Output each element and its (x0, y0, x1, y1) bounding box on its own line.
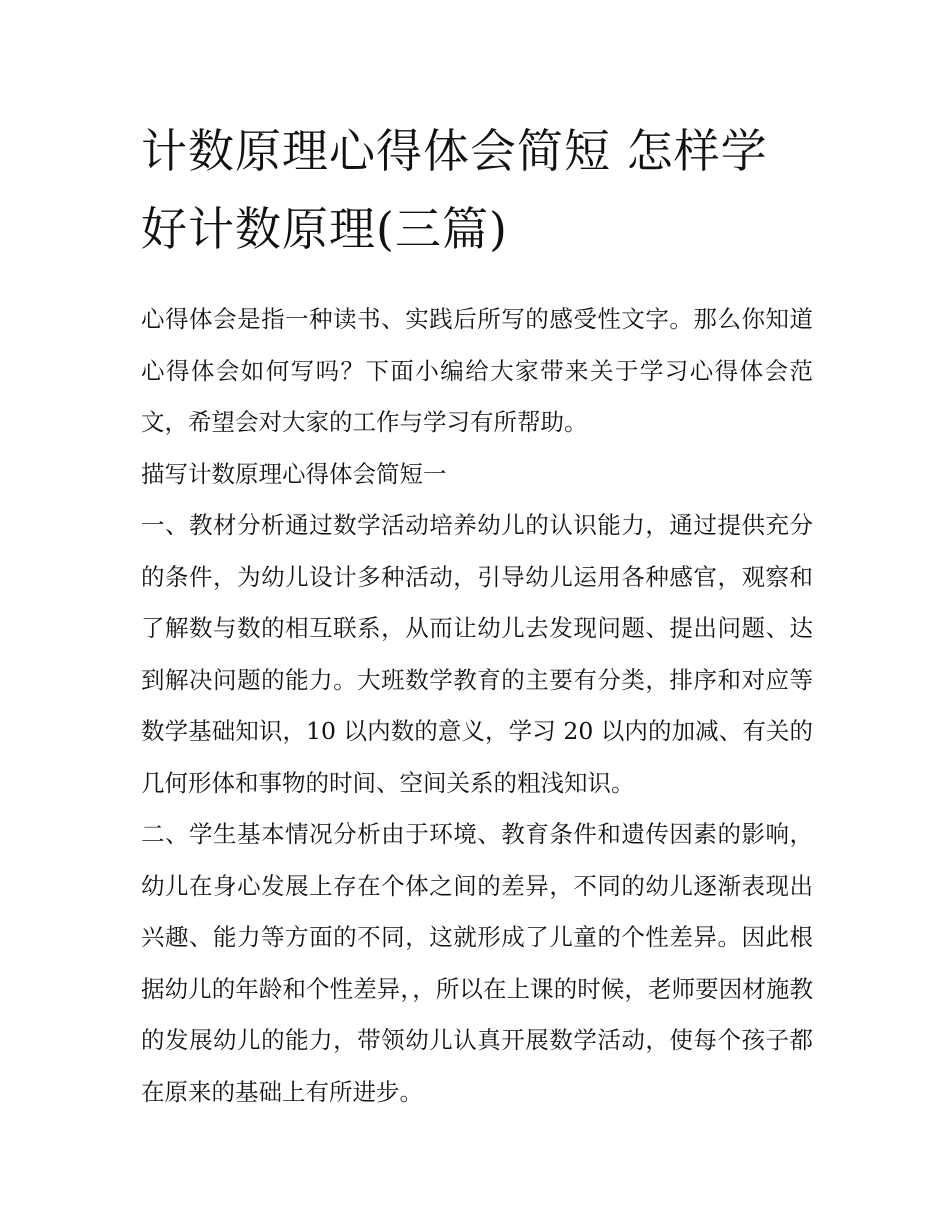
document-body (141, 112, 813, 1118)
paragraph-teaching-material-analysis: 一、教材分析通过数学活动培养幼儿的认识能力，通过提供充分的条件，为幼儿设计多种活动，引导幼儿运用各种感官，观察和了解数与数的相互联系，从而让幼儿去发现问题、提出问题、达到解决问题的能力。大班数学教育的主要有分类，排序和对应等数学基础知识，10 以内数的意义，学习 20 以内的加减、有关的几何形体和事物的时间、空间关系的粗浅知识。 (141, 511, 813, 797)
section-heading: 描写计数原理心得体会简短一 (141, 459, 447, 488)
paragraph-student-situation-analysis: 二、学生基本情况分析由于环境、教育条件和遗传因素的影响，幼儿在身心发展上存在个体之间的差异，不同的幼儿逐渐表现出兴趣、能力等方面的不同，这就形成了儿童的个性差异。因此根据幼儿的年龄和个性差异，，所以在上课的时候，老师要因材施教的发展幼儿的能力，带领幼儿认真开展数学活动，使每个孩子都在原来的基础上有所进步。 (141, 820, 813, 1106)
document-title: 计数原理心得体会简短 怎样学好计数原理(三篇) (141, 124, 768, 256)
intro-paragraph: 心得体会是指一种读书、实践后所写的感受性文字。那么你知道心得体会如何写吗？下面小编给大家带来关于学习心得体会范文，希望会对大家的工作与学习有所帮助。 (141, 305, 813, 436)
